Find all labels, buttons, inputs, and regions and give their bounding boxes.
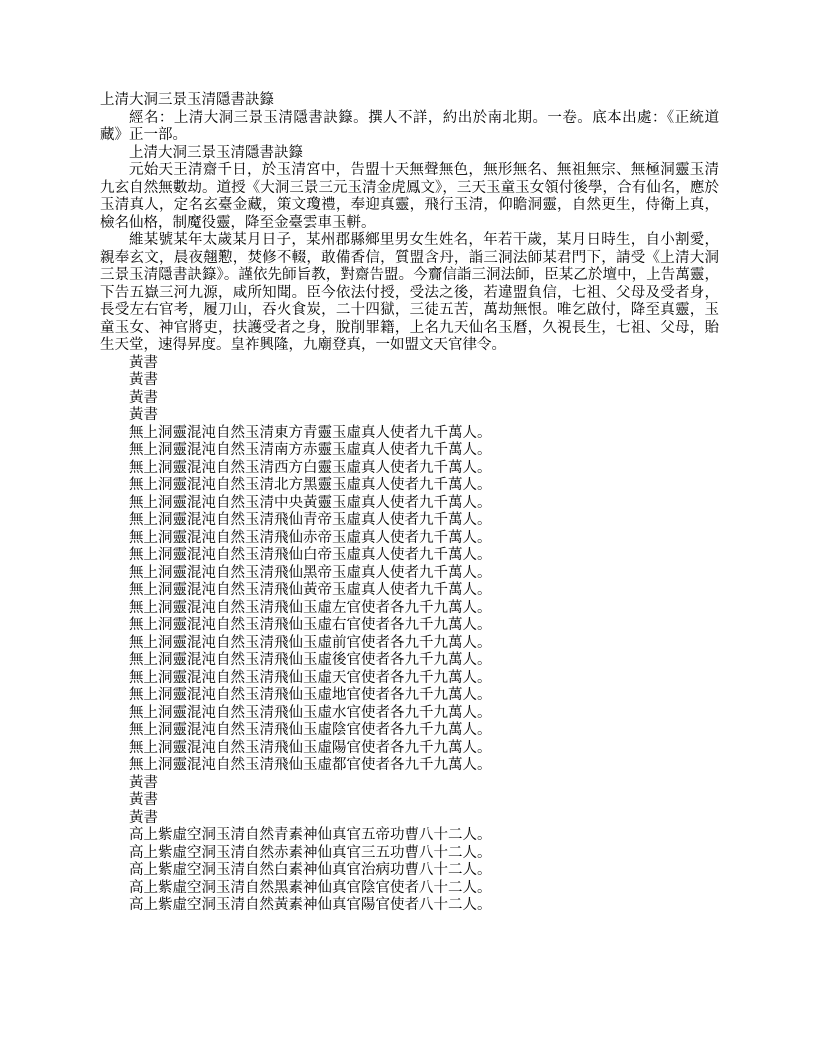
document-line: 高上紫虛空洞玉清自然青素神仙真官五帝功曹八十二人。 xyxy=(129,827,492,843)
document-line: 黃書 xyxy=(129,389,158,406)
document-line: 無上洞靈混沌自然玉清飛仙玉虛左官使者各九千九萬人。 xyxy=(129,599,492,616)
document-line: 黃書 xyxy=(129,774,158,791)
document-line: 無上洞靈混沌自然玉清飛仙玉虛天官使者各九千九萬人。 xyxy=(129,669,492,686)
yellow-book-group-1 xyxy=(100,355,719,425)
document-line: 高上紫虛空洞玉清自然黑素神仙真官陰官使者八十二人。 xyxy=(129,879,492,896)
colophon-paragraph: 經名：上清大洞三景玉清隱書訣籙。撰人不詳，約出於南北期。一卷。底本出處：《正統道藏》正一部。 xyxy=(100,109,719,143)
document-line: 黃書 xyxy=(129,372,158,388)
document-page xyxy=(100,92,719,915)
paragraph-consecration: 元始天王清齋千日，於玉清宮中，告盟十天無聲無色，無形無名、無祖無宗、無極洞靈玉清九玄自然無數劫。道授《大洞三景三元玉清金虎鳳文》，三天玉童玉女領付後學，合有仙名，應於玉清真人，定名玄臺金藏，策文瓊禮，奉迎真靈，飛行玉清，仰瞻洞靈，自然更生，侍衛上真，檢名仙格，制魔役靈，降至金臺雲車玉軿。 xyxy=(100,162,719,231)
document-line: 無上洞靈混沌自然玉清飛仙玉虛前官使者各九千九萬人。 xyxy=(129,634,492,651)
paragraph-petition: 維某號某年太歲某月日子，某州郡縣鄉里男女生姓名，年若干歲，某月日時生，自小割愛，親奉玄文，晨夜翹懃，焚修不輟，敢備香信，質盟含丹，詣三洞法師某君門下，請受《上清大洞三景玉清隱書訣籙》。謹依先師旨教，對齋告盟。今齎信詣三洞法師，臣某乙於壇中，上告萬靈，下告五嶽三河九源，咸所知聞。臣今依法付授，受法之後，若違盟負信，七祖、父母及受者身，長受左右官考，履刀山，吞火食炭，二十四獄，三徒五苦，萬劫無恨。唯乞啟付，降至真靈，玉童玉女、神官將吏，扶護受者之身，脫削罪籍，上名九天仙名玉曆，久視長生，七祖、父母，貽生天堂，速得昇度。皇祚興隆，九廟登真，一如盟文天官律令。 xyxy=(100,232,719,353)
document-line: 無上洞靈混沌自然玉清飛仙玉虛右官使者各九千九萬人。 xyxy=(129,617,492,633)
section-title: 上清大洞三景玉清隱書訣籙 xyxy=(129,144,303,161)
yellow-book-group-2 xyxy=(100,775,719,828)
document-line: 無上洞靈混沌自然玉清西方白靈玉虛真人使者九千萬人。 xyxy=(129,459,492,476)
document-line: 黃書 xyxy=(129,407,158,423)
document-line: 無上洞靈混沌自然玉清北方黑靈玉虛真人使者九千萬人。 xyxy=(129,477,492,493)
document-line: 無上洞靈混沌自然玉清飛仙玉虛陽官使者各九千九萬人。 xyxy=(129,739,492,756)
document-line: 無上洞靈混沌自然玉清飛仙玉虛陰官使者各九千九萬人。 xyxy=(129,722,492,738)
document-line: 黃書 xyxy=(129,792,158,808)
document-line: 高上紫虛空洞玉清自然白素神仙真官治病功曹八十二人。 xyxy=(129,862,492,878)
document-line: 無上洞靈混沌自然玉清飛仙玉虛水官使者各九千九萬人。 xyxy=(129,704,492,721)
register-list-1 xyxy=(100,425,719,775)
document-line: 黃書 xyxy=(129,809,158,826)
document-line: 高上紫虛空洞玉清自然黃素神仙真官陽官使者八十二人。 xyxy=(129,897,492,913)
document-line: 無上洞靈混沌自然玉清東方青靈玉虛真人使者九千萬人。 xyxy=(129,424,492,441)
document-line: 無上洞靈混沌自然玉清飛仙玉虛地官使者各九千九萬人。 xyxy=(129,687,492,703)
document-line: 無上洞靈混沌自然玉清飛仙青帝玉虛真人使者九千萬人。 xyxy=(129,512,492,528)
document-line: 無上洞靈混沌自然玉清飛仙赤帝玉虛真人使者九千萬人。 xyxy=(129,529,492,546)
document-line: 無上洞靈混沌自然玉清飛仙白帝玉虛真人使者九千萬人。 xyxy=(129,547,492,563)
document-line: 無上洞靈混沌自然玉清飛仙黑帝玉虛真人使者九千萬人。 xyxy=(129,564,492,581)
document-line: 黃書 xyxy=(129,354,158,371)
register-list-2 xyxy=(100,827,719,915)
document-title: 上清大洞三景玉清隱書訣籙 xyxy=(100,92,274,108)
document-line: 無上洞靈混沌自然玉清中央黃靈玉虛真人使者九千萬人。 xyxy=(129,494,492,511)
document-line: 無上洞靈混沌自然玉清南方赤靈玉虛真人使者九千萬人。 xyxy=(129,442,492,458)
document-line: 無上洞靈混沌自然玉清飛仙玉虛都官使者各九千九萬人。 xyxy=(129,757,492,773)
document-line: 高上紫虛空洞玉清自然赤素神仙真官三五功曹八十二人。 xyxy=(129,844,492,861)
document-line: 無上洞靈混沌自然玉清飛仙黃帝玉虛真人使者九千萬人。 xyxy=(129,582,492,598)
document-line: 無上洞靈混沌自然玉清飛仙玉虛後官使者各九千九萬人。 xyxy=(129,652,492,668)
